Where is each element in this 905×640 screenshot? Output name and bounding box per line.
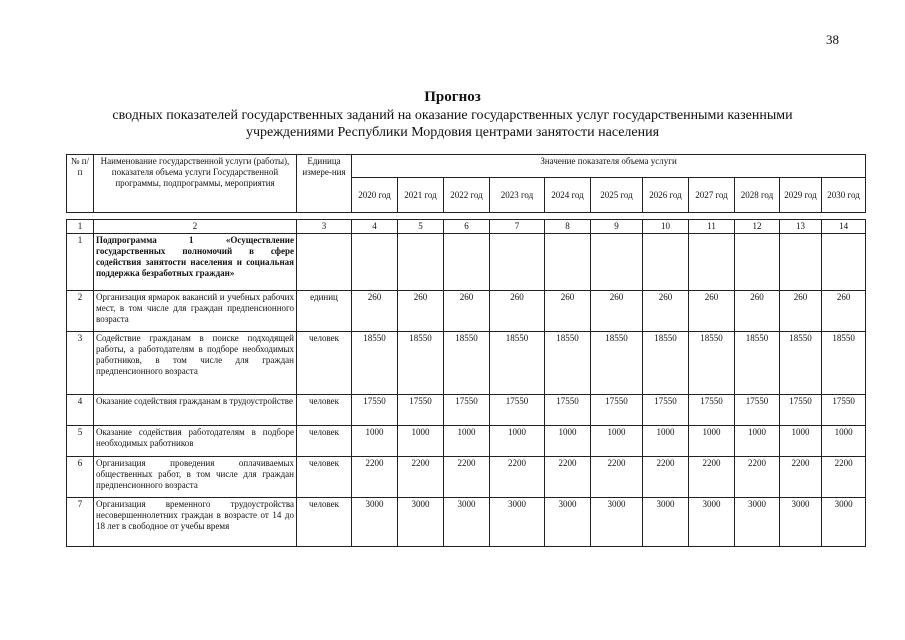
table-body [67, 213, 866, 547]
row-value: 1000 [545, 426, 591, 457]
header-name: Наименование государственной услуги (работы), показателя объема услуги Государственной программы, подпрограммы, мероприятия [94, 155, 297, 213]
header-unit: Единица измере-ния [297, 155, 352, 213]
header-num: № п/п [67, 155, 94, 213]
row-value: 17550 [490, 395, 545, 426]
page-number: 38 [826, 32, 839, 47]
row-value: 260 [591, 291, 643, 332]
row-value: 2200 [689, 457, 735, 498]
row-num: 5 [67, 426, 94, 457]
row-value: 260 [545, 291, 591, 332]
subprogram-num: 1 [67, 234, 94, 291]
row-value: 2200 [444, 457, 490, 498]
row-name: Организация ярмарок вакансий и учебных рабочих мест, в том числе для граждан предпенсионного возраста [94, 291, 297, 332]
row-num: 4 [67, 395, 94, 426]
document-subtitle-line-1: сводных показателей государственных заданий на оказание государственных услуг государственными казенными [112, 108, 793, 123]
row-value: 18550 [822, 332, 866, 395]
row-value: 3000 [444, 498, 490, 547]
row-value: 17550 [735, 395, 780, 426]
column-index-cell: 2 [94, 220, 297, 234]
row-name: Организация временного трудоустройства несовершеннолетних граждан в возрасте от 14 до 18 лет в свободное от учебы время [94, 498, 297, 547]
header-year: 2020 год [352, 178, 398, 213]
row-value: 3000 [822, 498, 866, 547]
table-row [67, 426, 866, 457]
column-index-cell: 4 [352, 220, 398, 234]
table-row [67, 498, 866, 547]
column-index-cell: 1 [67, 220, 94, 234]
row-unit: человек [297, 457, 352, 498]
header-year: 2023 год [490, 178, 545, 213]
row-value: 1000 [643, 426, 689, 457]
row-value: 3000 [398, 498, 444, 547]
row-unit: человек [297, 395, 352, 426]
column-index-cell: 8 [545, 220, 591, 234]
row-value: 18550 [490, 332, 545, 395]
row-name: Организация проведения оплачиваемых общественных работ, в том числе для граждан предпенсионного возраста [94, 457, 297, 498]
row-value: 2200 [735, 457, 780, 498]
forecast-table [66, 154, 866, 547]
row-unit: единиц [297, 291, 352, 332]
column-index-cell: 12 [735, 220, 780, 234]
table-row [67, 395, 866, 426]
column-index-cell: 10 [643, 220, 689, 234]
row-value: 18550 [591, 332, 643, 395]
column-index-cell: 13 [780, 220, 822, 234]
subprogram-unit [297, 234, 352, 291]
row-value: 3000 [780, 498, 822, 547]
row-unit: человек [297, 498, 352, 547]
header-year: 2026 год [643, 178, 689, 213]
row-value: 17550 [444, 395, 490, 426]
column-index-cell: 11 [689, 220, 735, 234]
header-gap [67, 213, 866, 220]
header-year: 2021 год [398, 178, 444, 213]
header-year: 2030 год [822, 178, 866, 213]
column-index-cell: 6 [444, 220, 490, 234]
header-year: 2022 год [444, 178, 490, 213]
row-value: 17550 [591, 395, 643, 426]
row-value: 17550 [780, 395, 822, 426]
row-value: 1000 [352, 426, 398, 457]
row-value: 17550 [352, 395, 398, 426]
table-row [67, 291, 866, 332]
row-value: 1000 [444, 426, 490, 457]
row-name: Содействие гражданам в поиске подходящей работы, а работодателям в подборе необходимых работников, в том числе для граждан предпенсионного возраста [94, 332, 297, 395]
row-value: 260 [822, 291, 866, 332]
row-name: Оказание содействия работодателям в подборе необходимых работников [94, 426, 297, 457]
row-value: 1000 [689, 426, 735, 457]
subprogram-name: Подпрограмма 1 «Осуществление государственных полномочий в сфере содействия занятости населения и социальная поддержка безработных граждан» [94, 234, 297, 291]
table-row [67, 457, 866, 498]
row-value: 3000 [735, 498, 780, 547]
row-value: 18550 [444, 332, 490, 395]
row-value: 18550 [643, 332, 689, 395]
row-value: 3000 [591, 498, 643, 547]
row-value: 3000 [689, 498, 735, 547]
column-index-cell: 5 [398, 220, 444, 234]
row-value: 260 [490, 291, 545, 332]
row-value: 2200 [352, 457, 398, 498]
row-value: 18550 [689, 332, 735, 395]
row-value: 260 [689, 291, 735, 332]
row-value: 2200 [591, 457, 643, 498]
row-value: 2200 [398, 457, 444, 498]
row-value: 18550 [735, 332, 780, 395]
row-value: 1000 [780, 426, 822, 457]
header-year: 2024 год [545, 178, 591, 213]
row-unit: человек [297, 426, 352, 457]
row-value: 3000 [643, 498, 689, 547]
row-value: 1000 [591, 426, 643, 457]
row-num: 7 [67, 498, 94, 547]
document-title: Прогноз [424, 89, 481, 105]
row-value: 3000 [490, 498, 545, 547]
row-name: Оказание содействия гражданам в трудоустройстве [94, 395, 297, 426]
row-value: 18550 [352, 332, 398, 395]
row-value: 260 [643, 291, 689, 332]
subprogram-row [67, 234, 866, 291]
row-value: 260 [444, 291, 490, 332]
row-value: 17550 [643, 395, 689, 426]
row-num: 6 [67, 457, 94, 498]
document-subtitle-line-2: учреждениями Республики Мордовия центрами занятости населения [245, 125, 660, 140]
column-index-cell: 14 [822, 220, 866, 234]
row-value: 1000 [822, 426, 866, 457]
row-unit: человек [297, 332, 352, 395]
header-value-group: Значение показателя объема услуги [352, 155, 866, 178]
row-value: 17550 [398, 395, 444, 426]
row-value: 2200 [545, 457, 591, 498]
header-year: 2027 год [689, 178, 735, 213]
column-index-cell: 7 [490, 220, 545, 234]
row-value: 1000 [735, 426, 780, 457]
row-value: 260 [352, 291, 398, 332]
row-value: 17550 [545, 395, 591, 426]
row-value: 18550 [398, 332, 444, 395]
document-heading [0, 88, 905, 141]
header-year: 2025 год [591, 178, 643, 213]
row-value: 3000 [352, 498, 398, 547]
row-value: 17550 [822, 395, 866, 426]
row-value: 18550 [545, 332, 591, 395]
row-value: 2200 [822, 457, 866, 498]
row-value: 2200 [780, 457, 822, 498]
row-num: 3 [67, 332, 94, 395]
column-index-row [67, 220, 866, 234]
table-header [67, 155, 866, 213]
row-value: 18550 [780, 332, 822, 395]
row-value: 260 [735, 291, 780, 332]
header-year: 2029 год [780, 178, 822, 213]
table-row [67, 332, 866, 395]
row-num: 2 [67, 291, 94, 332]
column-index-cell: 3 [297, 220, 352, 234]
row-value: 260 [780, 291, 822, 332]
row-value: 2200 [643, 457, 689, 498]
row-value: 1000 [490, 426, 545, 457]
header-year: 2028 год [735, 178, 780, 213]
row-value: 1000 [398, 426, 444, 457]
row-value: 3000 [545, 498, 591, 547]
row-value: 17550 [689, 395, 735, 426]
column-index-cell: 9 [591, 220, 643, 234]
row-value: 2200 [490, 457, 545, 498]
row-value: 260 [398, 291, 444, 332]
